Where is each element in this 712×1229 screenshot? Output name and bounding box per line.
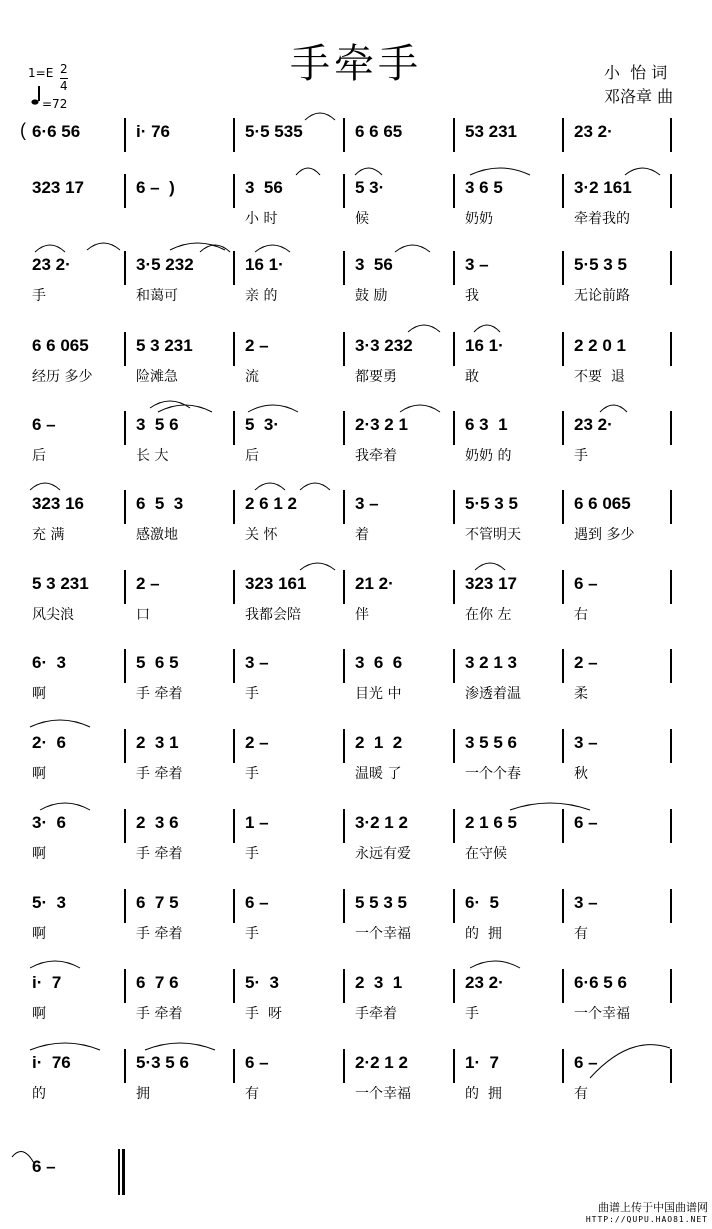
measure-notes: 5 3 231 — [136, 336, 193, 355]
barline — [124, 809, 126, 843]
barline — [562, 490, 564, 524]
measure-lyric: 有 — [574, 1086, 588, 1102]
barline — [124, 649, 126, 683]
barline — [562, 251, 564, 285]
watermark — [586, 1202, 708, 1226]
barline — [343, 889, 345, 923]
measure-lyric: 伴 — [355, 607, 369, 623]
composer-credit: 邓洛章 曲 — [604, 87, 674, 106]
measure-lyric: 一个幸福 — [355, 926, 411, 942]
measure-lyric: 小 时 — [245, 211, 278, 227]
barline — [343, 174, 345, 208]
slur-arc — [510, 803, 590, 810]
barline — [233, 809, 235, 843]
slur-arc — [158, 405, 212, 412]
barline — [233, 729, 235, 763]
barline — [453, 332, 455, 366]
measure-notes: 5 6 5 — [136, 653, 179, 672]
measure-notes: 2· 6 — [32, 733, 67, 752]
measure-notes: 6 – — [32, 415, 56, 434]
measure-notes: i· 7 — [32, 973, 62, 992]
barline — [233, 490, 235, 524]
barline — [453, 889, 455, 923]
measure-notes: 3 56 — [245, 178, 283, 197]
slur-arc — [248, 405, 298, 412]
measure-notes: 6· 3 — [32, 653, 67, 672]
barline — [343, 490, 345, 524]
measure-notes: 5·5 3 5 — [465, 494, 518, 513]
measure-notes: 23 2· — [32, 255, 71, 274]
measure-notes: 5·5 3 5 — [574, 255, 627, 274]
slur-arc — [40, 803, 90, 810]
measure-lyric: 目光 中 — [355, 686, 402, 702]
measure-lyric: 的 拥 — [465, 1086, 502, 1102]
slur-arc — [255, 245, 290, 252]
measure-notes: 3 5 6 — [136, 415, 179, 434]
measure-notes: 3·2 161 — [574, 178, 632, 197]
measure-lyric: 充 满 — [32, 527, 65, 543]
measure-lyric: 长 大 — [136, 448, 169, 464]
measure-lyric: 啊 — [32, 686, 46, 702]
measure-lyric: 奶奶 — [465, 211, 493, 227]
measure-notes: 2 3 6 — [136, 813, 179, 832]
measure-notes: 23 2· — [574, 415, 613, 434]
measure-lyric: 在守候 — [465, 846, 507, 862]
barline — [562, 809, 564, 843]
measure-lyric: 手 牵着 — [136, 1006, 183, 1022]
measure-notes: 53 231 — [465, 122, 517, 141]
barline — [343, 1049, 345, 1083]
measure-notes: 5 3· — [245, 415, 280, 434]
barline — [562, 332, 564, 366]
barline — [562, 118, 564, 152]
measure-lyric: 牵着我的 — [574, 211, 630, 227]
barline — [343, 649, 345, 683]
barline — [670, 490, 672, 524]
measure-lyric: 风尖浪 — [32, 607, 74, 623]
measure-notes: 3 5 5 6 — [465, 733, 517, 752]
barline — [233, 174, 235, 208]
measure-notes: 2 – — [245, 336, 269, 355]
barline — [124, 411, 126, 445]
final-barline-thick — [122, 1149, 125, 1195]
slur-arc — [355, 168, 382, 175]
measure-lyric: 一个幸福 — [355, 1086, 411, 1102]
barline — [453, 969, 455, 1003]
lyricist-credit: 小 怡 词 — [604, 63, 668, 82]
barline — [343, 411, 345, 445]
barline — [124, 174, 126, 208]
measure-notes: 6· 5 — [465, 893, 500, 912]
measure-notes: 2 6 1 2 — [245, 494, 297, 513]
measure-lyric: 手 牵着 — [136, 766, 183, 782]
measure-lyric: 敢 — [465, 369, 479, 385]
measure-notes: 6 – — [574, 813, 598, 832]
measure-notes: i· 76 — [32, 1053, 71, 1072]
measure-lyric: 关 怀 — [245, 527, 278, 543]
barline — [233, 649, 235, 683]
measure-notes: 3 56 — [355, 255, 393, 274]
measure-lyric: 遇到 多少 — [574, 527, 635, 543]
measure-lyric: 渗透着温 — [465, 686, 521, 702]
measure-notes: 3 2 1 3 — [465, 653, 517, 672]
barline — [670, 251, 672, 285]
measure-lyric: 啊 — [32, 846, 46, 862]
barline — [343, 118, 345, 152]
measure-lyric: 着 — [355, 527, 369, 543]
measure-lyric: 拥 — [136, 1086, 150, 1102]
measure-lyric: 无论前路 — [574, 288, 630, 304]
measure-lyric: 一个幸福 — [574, 1006, 630, 1022]
tempo-marking: =72 — [42, 97, 68, 111]
barline — [670, 649, 672, 683]
measure-notes: 6 – — [245, 1053, 269, 1072]
barline — [670, 174, 672, 208]
measure-lyric: 手牵着 — [355, 1006, 397, 1022]
measure-notes: 2 3 1 — [355, 973, 403, 992]
measure-lyric: 在你 左 — [465, 607, 512, 623]
slur-arc — [470, 168, 530, 175]
measure-lyric: 不要 退 — [574, 369, 625, 385]
measure-lyric: 手 — [245, 846, 259, 862]
barline — [453, 411, 455, 445]
measure-lyric: 永远有爱 — [355, 846, 411, 862]
barline — [670, 889, 672, 923]
barline — [453, 490, 455, 524]
slur-arc — [600, 405, 627, 412]
barline — [562, 969, 564, 1003]
barline — [453, 649, 455, 683]
measure-notes: 6·6 5 6 — [574, 973, 627, 992]
measure-notes: 3 – — [574, 893, 598, 912]
slur-arc — [400, 405, 440, 412]
measure-notes: 1· 7 — [465, 1053, 500, 1072]
slur-arc — [305, 113, 335, 120]
measure-notes: 6 – — [574, 1053, 598, 1072]
barline — [124, 570, 126, 604]
measure-notes: 6 – — [574, 574, 598, 593]
slur-arc — [35, 245, 65, 252]
barline — [670, 118, 672, 152]
slur-arc — [296, 168, 320, 175]
measure-lyric: 手 — [245, 766, 259, 782]
slur-arc — [625, 168, 660, 175]
measure-notes: 5 3 231 — [32, 574, 89, 593]
slur-arc — [30, 483, 60, 490]
measure-lyric: 手 — [574, 448, 588, 464]
barline — [453, 729, 455, 763]
measure-notes: 2 – — [245, 733, 269, 752]
measure-notes: 323 17 — [465, 574, 517, 593]
barline — [124, 251, 126, 285]
measure-lyric: 我都会陪 — [245, 607, 301, 623]
barline — [124, 490, 126, 524]
measure-lyric: 流 — [245, 369, 259, 385]
measure-lyric: 手 牵着 — [136, 686, 183, 702]
slur-arc — [200, 245, 230, 252]
measure-lyric: 一个个春 — [465, 766, 521, 782]
barline — [233, 570, 235, 604]
measure-notes: 6 6 065 — [574, 494, 631, 513]
watermark-url: HTTP://QUPU.HAO81.NET — [585, 1215, 708, 1224]
barline — [562, 649, 564, 683]
measure-notes: i· 76 — [136, 122, 171, 141]
measure-lyric: 啊 — [32, 766, 46, 782]
barline — [670, 969, 672, 1003]
barline — [562, 570, 564, 604]
slur-arc — [300, 483, 330, 490]
measure-notes: 6·6 56 — [32, 122, 81, 141]
barline — [343, 809, 345, 843]
barline — [562, 174, 564, 208]
measure-notes: 323 161 — [245, 574, 307, 593]
measure-notes: 5·3 5 6 — [136, 1053, 189, 1072]
measure-notes: 5· 3 — [32, 893, 67, 912]
measure-notes: 6 6 65 — [355, 122, 403, 141]
measure-notes: 3·2 1 2 — [355, 813, 408, 832]
measure-notes: 21 2· — [355, 574, 394, 593]
measure-notes: 3 – — [574, 733, 598, 752]
barline — [124, 729, 126, 763]
measure-lyric: 鼓 励 — [355, 288, 388, 304]
barline — [233, 118, 235, 152]
measure-lyric: 温暖 了 — [355, 766, 402, 782]
measure-lyric: 经历 多少 — [32, 369, 93, 385]
measure-lyric: 手 牵着 — [136, 846, 183, 862]
measure-notes: 2 1 6 5 — [465, 813, 517, 832]
barline — [343, 570, 345, 604]
measure-notes: 323 17 — [32, 178, 84, 197]
measure-lyric: 不管明天 — [465, 527, 521, 543]
barline — [343, 969, 345, 1003]
barline — [343, 729, 345, 763]
measure-notes: 2 1 2 — [355, 733, 403, 752]
barline — [453, 174, 455, 208]
measure-notes: 2·2 1 2 — [355, 1053, 408, 1072]
measure-lyric: 险滩急 — [136, 369, 178, 385]
barline — [233, 251, 235, 285]
measure-lyric: 和蔼可 — [136, 288, 178, 304]
measure-notes: 2 – — [574, 653, 598, 672]
measure-notes: 6 – — [245, 893, 269, 912]
measure-lyric: 我 — [465, 288, 479, 304]
song-title: 手牵手 — [290, 41, 422, 87]
quarter-note-icon — [31, 97, 39, 105]
repeat-open-paren: ( — [20, 120, 26, 140]
time-signature — [60, 62, 68, 94]
measure-notes: 2 2 0 1 — [574, 336, 626, 355]
key-signature: 1=E — [28, 66, 54, 80]
measure-notes: 3 – — [355, 494, 379, 513]
measure-lyric: 手 — [32, 288, 46, 304]
measure-notes: 2 – — [136, 574, 160, 593]
slur-arc — [30, 961, 80, 968]
barline — [670, 411, 672, 445]
slur-arc — [300, 563, 335, 570]
slur-arc — [395, 245, 430, 252]
measure-notes: 1 – — [245, 813, 269, 832]
measure-notes: 23 2· — [574, 122, 613, 141]
barline — [670, 729, 672, 763]
measure-notes: 3·5 232 — [136, 255, 194, 274]
measure-notes: 5·5 535 — [245, 122, 303, 141]
measure-lyric: 我牵着 — [355, 448, 397, 464]
measure-lyric: 后 — [245, 448, 259, 464]
measure-notes: 3 – — [465, 255, 489, 274]
barline — [124, 1049, 126, 1083]
barline — [453, 118, 455, 152]
measure-notes: 5· 3 — [245, 973, 280, 992]
time-signature-bottom: 4 — [60, 79, 68, 93]
measure-notes: 3 6 6 — [355, 653, 403, 672]
measure-lyric: 手 — [245, 926, 259, 942]
measure-lyric: 奶奶 的 — [465, 448, 512, 464]
measure-notes: 16 1· — [245, 255, 284, 274]
measure-lyric: 手 — [465, 1006, 479, 1022]
barline — [453, 809, 455, 843]
barline — [124, 969, 126, 1003]
slur-arc — [475, 563, 505, 570]
barline — [670, 809, 672, 843]
watermark-text: 曲谱上传于中国曲谱网 — [598, 1201, 708, 1214]
barline — [233, 969, 235, 1003]
barline — [233, 1049, 235, 1083]
measure-lyric: 感激地 — [136, 527, 178, 543]
barline — [453, 251, 455, 285]
barline — [233, 332, 235, 366]
measure-notes: 3 6 5 — [465, 178, 503, 197]
measure-lyric: 都要勇 — [355, 369, 397, 385]
slur-arc — [474, 325, 500, 332]
slur-arc — [590, 1045, 670, 1078]
measure-notes: 323 16 — [32, 494, 84, 513]
slur-arc — [470, 961, 520, 968]
measure-notes: 23 2· — [465, 973, 504, 992]
slur-arc — [150, 401, 190, 408]
measure-lyric: 右 — [574, 607, 588, 623]
measure-lyric: 后 — [32, 448, 46, 464]
measure-notes: 2·3 2 1 — [355, 415, 408, 434]
slur-arc — [170, 243, 225, 250]
slur-arc — [30, 1043, 100, 1050]
measure-lyric: 的 拥 — [465, 926, 502, 942]
measure-notes: 6 – ) — [136, 178, 175, 197]
slur-arc — [145, 1043, 215, 1050]
measure-notes: 6 5 3 — [136, 494, 184, 513]
measure-lyric: 候 — [355, 211, 369, 227]
measure-lyric: 秋 — [574, 766, 588, 782]
final-barline-thin — [118, 1149, 120, 1195]
barline — [670, 332, 672, 366]
barline — [562, 411, 564, 445]
slur-arc — [408, 325, 440, 332]
measure-lyric: 亲 的 — [245, 288, 278, 304]
barline — [562, 729, 564, 763]
measure-lyric: 柔 — [574, 686, 588, 702]
measure-notes: 6 7 5 — [136, 893, 179, 912]
measure-lyric: 的 — [32, 1086, 46, 1102]
barline — [233, 889, 235, 923]
barline — [233, 411, 235, 445]
measure-notes: 2 3 1 — [136, 733, 179, 752]
measure-lyric: 啊 — [32, 926, 46, 942]
measure-notes: 5 3· — [355, 178, 385, 197]
measure-lyric: 口 — [136, 607, 150, 623]
measure-lyric: 手 — [245, 686, 259, 702]
barline — [453, 570, 455, 604]
measure-notes: 6 6 065 — [32, 336, 89, 355]
measure-notes: 16 1· — [465, 336, 504, 355]
measure-notes: 3 – — [245, 653, 269, 672]
barline — [124, 118, 126, 152]
barline — [343, 251, 345, 285]
barline — [343, 332, 345, 366]
measure-notes: 3·3 232 — [355, 336, 413, 355]
measure-lyric: 啊 — [32, 1006, 46, 1022]
measure-notes: 3· 6 — [32, 813, 67, 832]
slur-arc — [255, 483, 285, 490]
time-signature-top: 2 — [60, 62, 68, 76]
measure-notes: 5 5 3 5 — [355, 893, 407, 912]
measure-notes: 6 7 6 — [136, 973, 179, 992]
measure-lyric: 有 — [574, 926, 588, 942]
measure-lyric: 手 呀 — [245, 1006, 282, 1022]
barline — [562, 1049, 564, 1083]
measure-notes: 6 3 1 — [465, 415, 508, 434]
barline — [670, 570, 672, 604]
barline — [670, 1049, 672, 1083]
barline — [124, 332, 126, 366]
measure-lyric: 手 牵着 — [136, 926, 183, 942]
measure-notes: 6 – — [32, 1157, 56, 1176]
barline — [453, 1049, 455, 1083]
slur-arc — [30, 720, 90, 727]
slur-arc — [87, 243, 120, 250]
barline — [562, 889, 564, 923]
barline — [124, 889, 126, 923]
measure-lyric: 有 — [245, 1086, 259, 1102]
